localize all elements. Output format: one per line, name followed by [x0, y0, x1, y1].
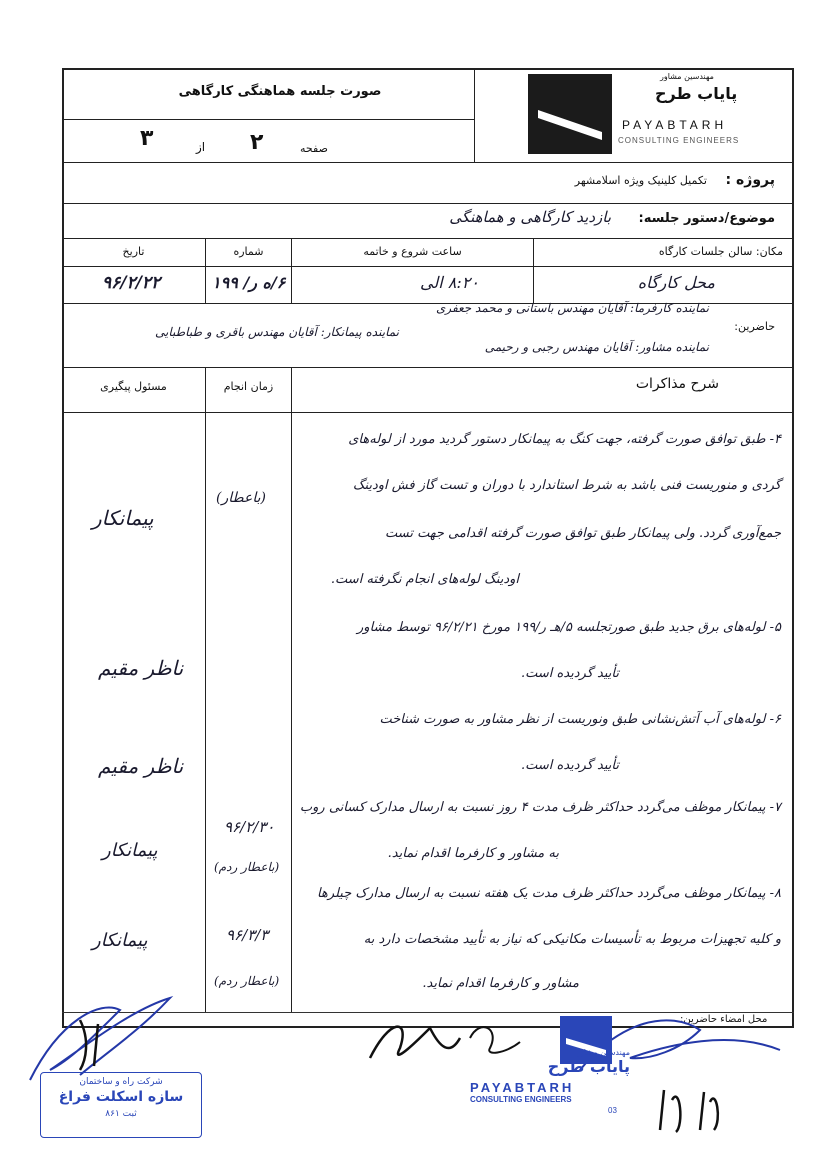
of-label: از: [196, 140, 206, 154]
divider: [533, 238, 534, 303]
item-responsible: پیمانکار: [92, 930, 148, 951]
company-subtitle: مهندسین مشاور: [660, 72, 714, 81]
item-line: ۴- طبق توافق صورت گرفته، جهت کنگ به پیمانکار دستور گردید مورد از لوله‌های: [348, 432, 781, 447]
attendees-line2: نماینده پیمانکار: آقایان مهندس باقری و طباطبایی: [155, 325, 399, 339]
item-line: اودینگ لوله‌های انجام نگرفته است.: [330, 572, 519, 587]
location-value: محل کارگاه: [637, 273, 715, 292]
item-line: و کلیه تجهیزات مربوط به تأسیسات مکانیکی که نیاز به تأیید مشخصات دارد به: [363, 932, 781, 947]
divider: [205, 367, 206, 1012]
page-number: ۲: [250, 130, 264, 155]
item-responsible: ناظر مقیم: [98, 656, 184, 680]
item-line: ۸- پیمانکار موظف می‌گردد حداکثر ظرف مدت یک هفته نسبت به ارسال مدارک چیلرها: [317, 886, 781, 901]
item-line: گردی و منوریست فنی باشد به شرط استاندارد با دوران و تست گاز فش اودینگ: [352, 478, 781, 493]
company-name-fa: پایاب طرح: [655, 84, 738, 103]
item-line: به مشاور و کارفرما اقدام نماید.: [387, 846, 559, 861]
item-line: تأیید گردیده است.: [520, 758, 619, 773]
location-header: مکان: سالن جلسات کارگاه: [658, 245, 783, 258]
item-time-note: (با‌عطار ردم): [214, 974, 280, 988]
divider: [62, 162, 794, 163]
total-pages: ۳: [140, 126, 154, 151]
subject-label: موضوع/دستور جلسه:: [638, 211, 775, 226]
item-time: ۹۶/۳/۳: [226, 926, 269, 944]
time-column-header: زمان انجام: [223, 380, 274, 393]
item-line: مشاور و کارفرما اقدام نماید.: [422, 976, 579, 991]
signature-label: محل امضاء حاضرین:: [680, 1014, 768, 1025]
item-responsible: پیمانکار: [102, 840, 158, 861]
stamp-code: 03: [608, 1106, 617, 1115]
company-tagline: CONSULTING ENGINEERS: [618, 136, 740, 145]
divider: [62, 266, 794, 267]
item-time-note: (با‌عطار ردم): [214, 860, 280, 874]
divider: [291, 367, 292, 1012]
item-line: ۵- لوله‌های برق جدید طبق صورتجلسه ۵/هـ ر/۱۹۹ مورخ ۹۶/۲/۲۱ توسط مشاور: [357, 620, 781, 635]
stamp-name-fa: پایاب طرح: [547, 1057, 630, 1076]
project-label: پروژه :: [725, 172, 775, 188]
number-value: ۶/ه ر/ ۱۹۹: [212, 273, 286, 292]
item-line: ۷- پیمانکار موظف می‌گردد حداکثر ظرف مدت ۴ روز نسبت به ارسال مدارک کسانی روب: [299, 800, 781, 815]
company-name-en: PAYABTARH: [622, 118, 728, 132]
item-time: (با‌عطار): [216, 490, 266, 506]
item-line: جمع‌آوری گردد. ولی پیمانکار طبق توافق صورت گرفته اقدامی جهت تست: [384, 526, 781, 541]
attendees-line3: نماینده مشاور: آقایان مهندس رجبی و رحیمی: [484, 340, 709, 354]
attendees-line1: نماینده کارفرما: آقایان مهندس باستانی و محمد جعفری: [435, 301, 709, 315]
company-logo-icon: [528, 74, 612, 154]
stamp-line: شرکت راه و ساختمان: [79, 1077, 163, 1087]
divider: [62, 119, 474, 120]
responsible-column-header: مسئول پیگیری: [100, 380, 167, 393]
subject-value: بازدید کارگاهی و هماهنگی: [449, 208, 611, 226]
item-responsible: ناظر مقیم: [98, 754, 184, 778]
stamp-subtitle: مهندسین مشاور: [576, 1048, 630, 1057]
divider: [62, 238, 794, 239]
page-label: صفحه: [300, 142, 328, 155]
stamp-name-en: PAYABTARH: [470, 1080, 575, 1095]
stamp-line: سازه اسکلت فراغ: [58, 1089, 184, 1105]
divider: [62, 412, 794, 413]
time-header: ساعت شروع و خاتمه: [363, 245, 462, 258]
item-line: تأیید گردیده است.: [520, 666, 619, 681]
divider: [474, 68, 475, 162]
item-line: ۶- لوله‌های آب آتش‌نشانی طبق ونوریست از نظر مشاور به صورت شناخت: [379, 712, 781, 727]
date-header: تاریخ: [122, 245, 145, 258]
item-time: ۹۶/۲/۳۰: [224, 818, 275, 836]
number-header: شماره: [233, 245, 264, 258]
form-title: صورت جلسه هماهنگی کارگاهی: [178, 84, 382, 99]
description-header: شرح مذاکرات: [635, 376, 719, 392]
item-responsible: پیمانکار: [92, 506, 154, 530]
contractor-stamp: [40, 1072, 202, 1138]
divider: [62, 367, 794, 368]
divider: [62, 203, 794, 204]
date-value: ۹۶/۲/۲۲: [102, 273, 161, 293]
stamp-line: ثبت ۸۶۱: [105, 1109, 137, 1119]
project-value: تکمیل کلینیک ویژه اسلامشهر: [574, 174, 707, 187]
stamp-tagline: CONSULTING ENGINEERS: [470, 1095, 572, 1104]
attendees-label: حاضرین:: [734, 320, 775, 333]
time-value: ۸:۲۰ الی: [420, 273, 479, 292]
consultant-stamp: [470, 1048, 630, 1104]
signature-scribble: [650, 1080, 740, 1140]
